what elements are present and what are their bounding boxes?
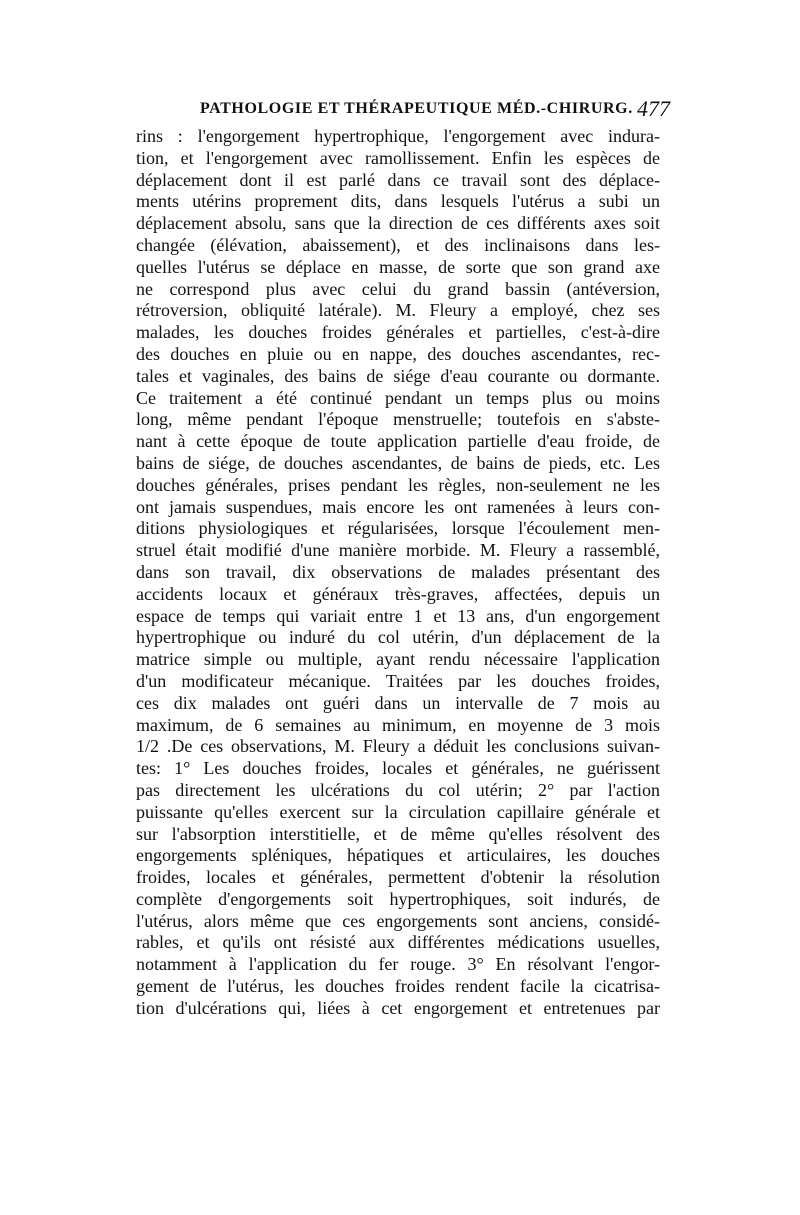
text-line: rétroversion, obliquité latérale). M. Fleury a employé, chez ses xyxy=(136,300,660,321)
text-line: Ce traitement a été continué pendant un temps plus ou moins xyxy=(136,387,660,408)
text-line: sur l'absorption interstitielle, et de même qu'elles résolvent des xyxy=(136,823,660,844)
text-line: long, même pendant l'époque menstruelle; toutefois en s'abste- xyxy=(136,409,660,430)
text-line: dans son travail, dix observations de malades présentant des xyxy=(136,561,660,582)
running-title: PATHOLOGIE ET THÉRAPEUTIQUE MÉD.-CHIRURG. xyxy=(200,100,633,117)
text-line: malades, les douches froides générales et partielles, c'est-à-dire xyxy=(136,322,660,343)
text-line: ne correspond plus avec celui du grand bassin (antéversion, xyxy=(136,278,660,299)
text-line: douches générales, prises pendant les règles, non-seulement ne les xyxy=(136,474,660,495)
text-line: tion d'ulcérations qui, liées à cet engorgement et entretenues par xyxy=(136,997,660,1018)
text-line: rables, et qu'ils ont résisté aux différentes médications usuelles, xyxy=(136,932,660,953)
text-line: froides, locales et générales, permettent d'obtenir la résolution xyxy=(136,867,660,888)
text-line: engorgements spléniques, hépatiques et articulaires, les douches xyxy=(136,845,660,866)
text-line: déplacement dont il est parlé dans ce travail sont des déplace- xyxy=(136,169,660,190)
text-line: l'utérus, alors même que ces engorgements sont anciens, considé- xyxy=(136,910,660,931)
text-line: ditions physiologiques et régularisées, lorsque l'écoulement men- xyxy=(136,518,660,539)
text-line: 1/2 .De ces observations, M. Fleury a déduit les conclusions suivan- xyxy=(136,736,660,757)
page-number: 477 xyxy=(637,96,670,121)
text-line: des douches en pluie ou en nappe, des douches ascendantes, rec- xyxy=(136,343,660,364)
text-line: hypertrophique ou induré du col utérin, d'un déplacement de la xyxy=(136,627,660,648)
text-line: ces dix malades ont guéri dans un intervalle de 7 mois au xyxy=(136,692,660,713)
text-line: accidents locaux et généraux très-graves, affectées, depuis un xyxy=(136,583,660,604)
text-line: maximum, de 6 semaines au minimum, en moyenne de 3 mois xyxy=(136,714,660,735)
text-line: notamment à l'application du fer rouge. 3° En résolvant l'engor- xyxy=(136,954,660,975)
text-line: déplacement absolu, sans que la direction de ces différents axes soit xyxy=(136,213,660,234)
page-header xyxy=(200,96,680,124)
text-line: nant à cette époque de toute application partielle d'eau froide, de xyxy=(136,431,660,452)
text-line: espace de temps qui variait entre 1 et 13 ans, d'un engorgement xyxy=(136,605,660,626)
text-line: changée (élévation, abaissement), et des inclinaisons dans les- xyxy=(136,234,660,255)
text-line: matrice simple ou multiple, ayant rendu nécessaire l'application xyxy=(136,649,660,670)
text-line: gement de l'utérus, les douches froides rendent facile la cicatrisa- xyxy=(136,976,660,997)
text-line: tes: 1° Les douches froides, locales et générales, ne guérissent xyxy=(136,758,660,779)
text-line: tion, et l'engorgement avec ramollissement. Enfin les espèces de xyxy=(136,147,660,168)
body-text xyxy=(136,126,660,1020)
text-line: struel était modifié d'une manière morbide. M. Fleury a rassemblé, xyxy=(136,540,660,561)
text-line: ont jamais suspendues, mais encore les ont ramenées à leurs con- xyxy=(136,496,660,517)
text-line: rins : l'engorgement hypertrophique, l'engorgement avec indura- xyxy=(136,126,660,146)
text-line: quelles l'utérus se déplace en masse, de sorte que son grand axe xyxy=(136,256,660,277)
text-line: puissante qu'elles exercent sur la circulation capillaire générale et xyxy=(136,801,660,822)
text-line: ments utérins proprement dits, dans lesquels l'utérus a subi un xyxy=(136,191,660,212)
text-line: pas directement les ulcérations du col utérin; 2° par l'action xyxy=(136,779,660,800)
text-line: complète d'engorgements soit hypertrophiques, soit indurés, de xyxy=(136,888,660,909)
text-line: tales et vaginales, des bains de siége d'eau courante ou dormante. xyxy=(136,365,660,386)
text-line: bains de siége, de douches ascendantes, de bains de pieds, etc. Les xyxy=(136,452,660,473)
text-line: d'un modificateur mécanique. Traitées par les douches froides, xyxy=(136,670,660,691)
